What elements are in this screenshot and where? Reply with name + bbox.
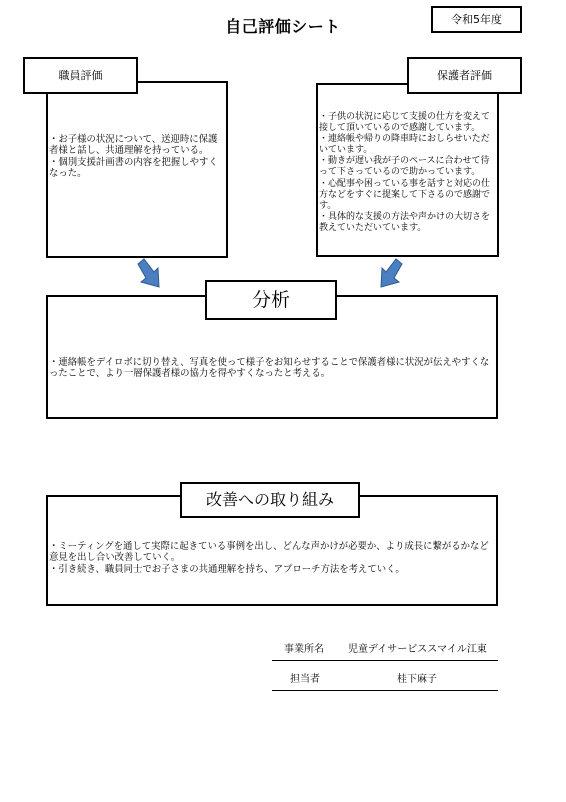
staff-eval-label: 職員評価 — [23, 57, 138, 94]
analysis-text: ・連絡帳をデイロボに切り替え、写真を使って様子をお知らせすることで保護者様に状況が伝えやすくなったことで、より一層保護者様の協力を得やすくなったと考える。 — [49, 357, 490, 380]
parent-eval-label: 保護者評価 — [407, 57, 522, 94]
footer-divider — [272, 660, 498, 661]
page-title: 自己評価シート — [225, 17, 341, 36]
arrow-down-icon — [378, 258, 406, 290]
improvement-label: 改善への取り組み — [180, 482, 360, 518]
footer-divider — [272, 690, 498, 691]
improvement-text: ・ミーティングを通して実際に起きている事例を出し、どんな声かけが必要か、より成長に繋がるかなど意見を出し合い改善していく。 ・引き続き、職員同士でお子さまの共通理解を持ち、アプローチ方法を考えていく。 — [49, 541, 489, 575]
person-in-charge-label: 担当者 — [290, 674, 320, 685]
staff-eval-text: ・お子様の状況について、送迎時に保護者様と話し、共通理解を持っている。 ・個別支援計画書の内容を把握しやすくなった。 — [49, 134, 218, 180]
office-name-value: 児童デイサービススマイル江東 — [348, 644, 487, 655]
parent-eval-text: ・子供の状況に応じて支援の仕方を変えて接して頂いているので感謝しています。 ・連絡帳や帰りの降車時におしらせいただいています。 ・動きが遅い我が子のペースに合わせて待って下さっているので助かっています。 ・心配事や困っている事を話すと対応の仕方などをすぐに提案して下さるので感謝です。 ・具体的な支援の方法や声かけの大切さを教えていただいています。 — [319, 112, 491, 233]
fiscal-year-label: 令和5年度 — [431, 6, 522, 33]
arrow-down-icon — [134, 258, 162, 290]
person-in-charge-value: 桂下麻子 — [397, 674, 437, 685]
office-name-label: 事業所名 — [284, 644, 324, 655]
analysis-label: 分析 — [205, 280, 337, 320]
